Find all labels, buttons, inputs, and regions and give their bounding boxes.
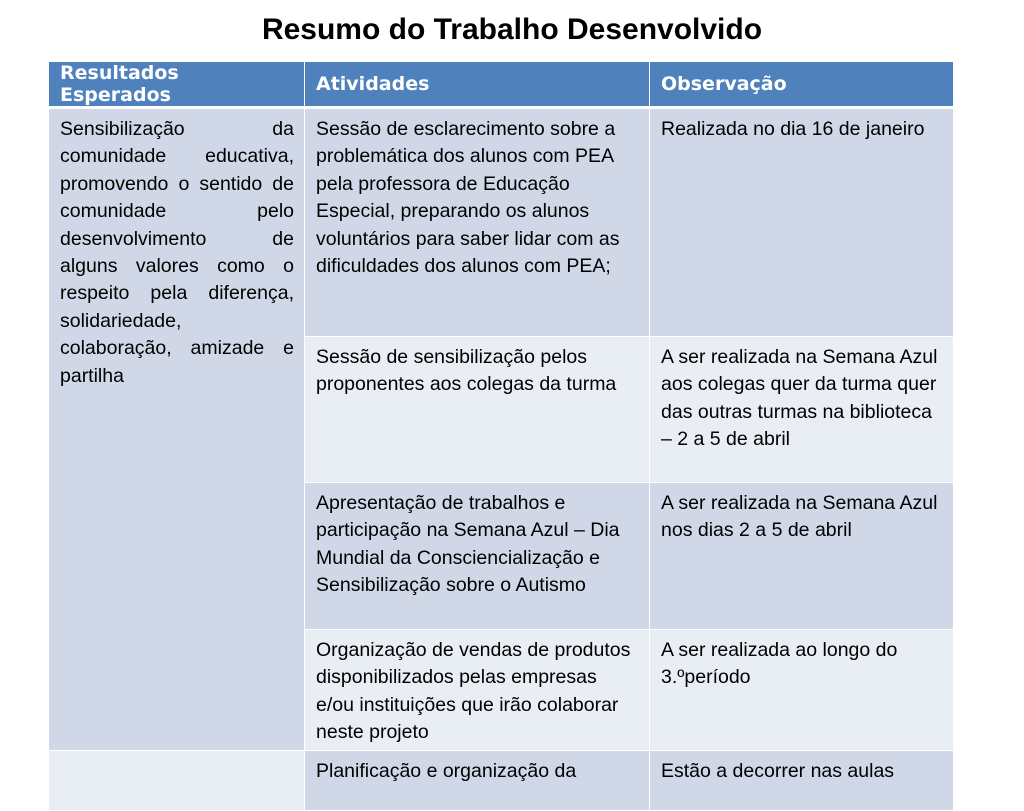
table-header bbox=[49, 62, 954, 108]
header-expected-results: Resultados Esperados bbox=[49, 62, 305, 108]
header-activities: Atividades bbox=[305, 62, 650, 108]
observation-cell: A ser realizada ao longo do 3.ºperíodo bbox=[650, 630, 954, 751]
header-row bbox=[49, 62, 954, 108]
header-observation: Observação bbox=[650, 62, 954, 108]
activity-cell: Planificação e organização da bbox=[305, 750, 650, 810]
activity-cell: Sessão de sensibilização pelos proponentes aos colegas da turma bbox=[305, 337, 650, 483]
activity-cell: Sessão de esclarecimento sobre a problemática dos alunos com PEA pela professora de Educação Especial, preparando os alunos voluntários para saber lidar com as dificuldades dos alunos com PEA; bbox=[305, 108, 650, 337]
observation-cell: A ser realizada na Semana Azul aos colegas quer da turma quer das outras turmas na biblioteca – 2 a 5 de abril bbox=[650, 337, 954, 483]
table-row bbox=[49, 750, 954, 810]
slide-title: Resumo do Trabalho Desenvolvido bbox=[261, 13, 763, 46]
summary-table bbox=[48, 61, 954, 811]
activity-cell: Organização de vendas de produtos disponibilizados pelas empresas e/ou instituições que irão colaborar neste projeto bbox=[305, 630, 650, 751]
expected-result-cell bbox=[49, 750, 305, 810]
table-row bbox=[49, 108, 954, 337]
expected-result-cell: Sensibilização da comunidade educativa, promovendo o sentido de comunidade pelo desenvolvimento de alguns valores como o respeito pela diferença, solidariedade, colaboração, amizade e partilha bbox=[49, 108, 305, 751]
table-body bbox=[49, 108, 954, 811]
activity-cell: Apresentação de trabalhos e participação na Semana Azul – Dia Mundial da Consciencialização e Sensibilização sobre o Autismo bbox=[305, 483, 650, 630]
observation-cell: Realizada no dia 16 de janeiro bbox=[650, 108, 954, 337]
observation-cell: A ser realizada na Semana Azul nos dias 2 a 5 de abril bbox=[650, 483, 954, 630]
observation-cell: Estão a decorrer nas aulas bbox=[650, 750, 954, 810]
